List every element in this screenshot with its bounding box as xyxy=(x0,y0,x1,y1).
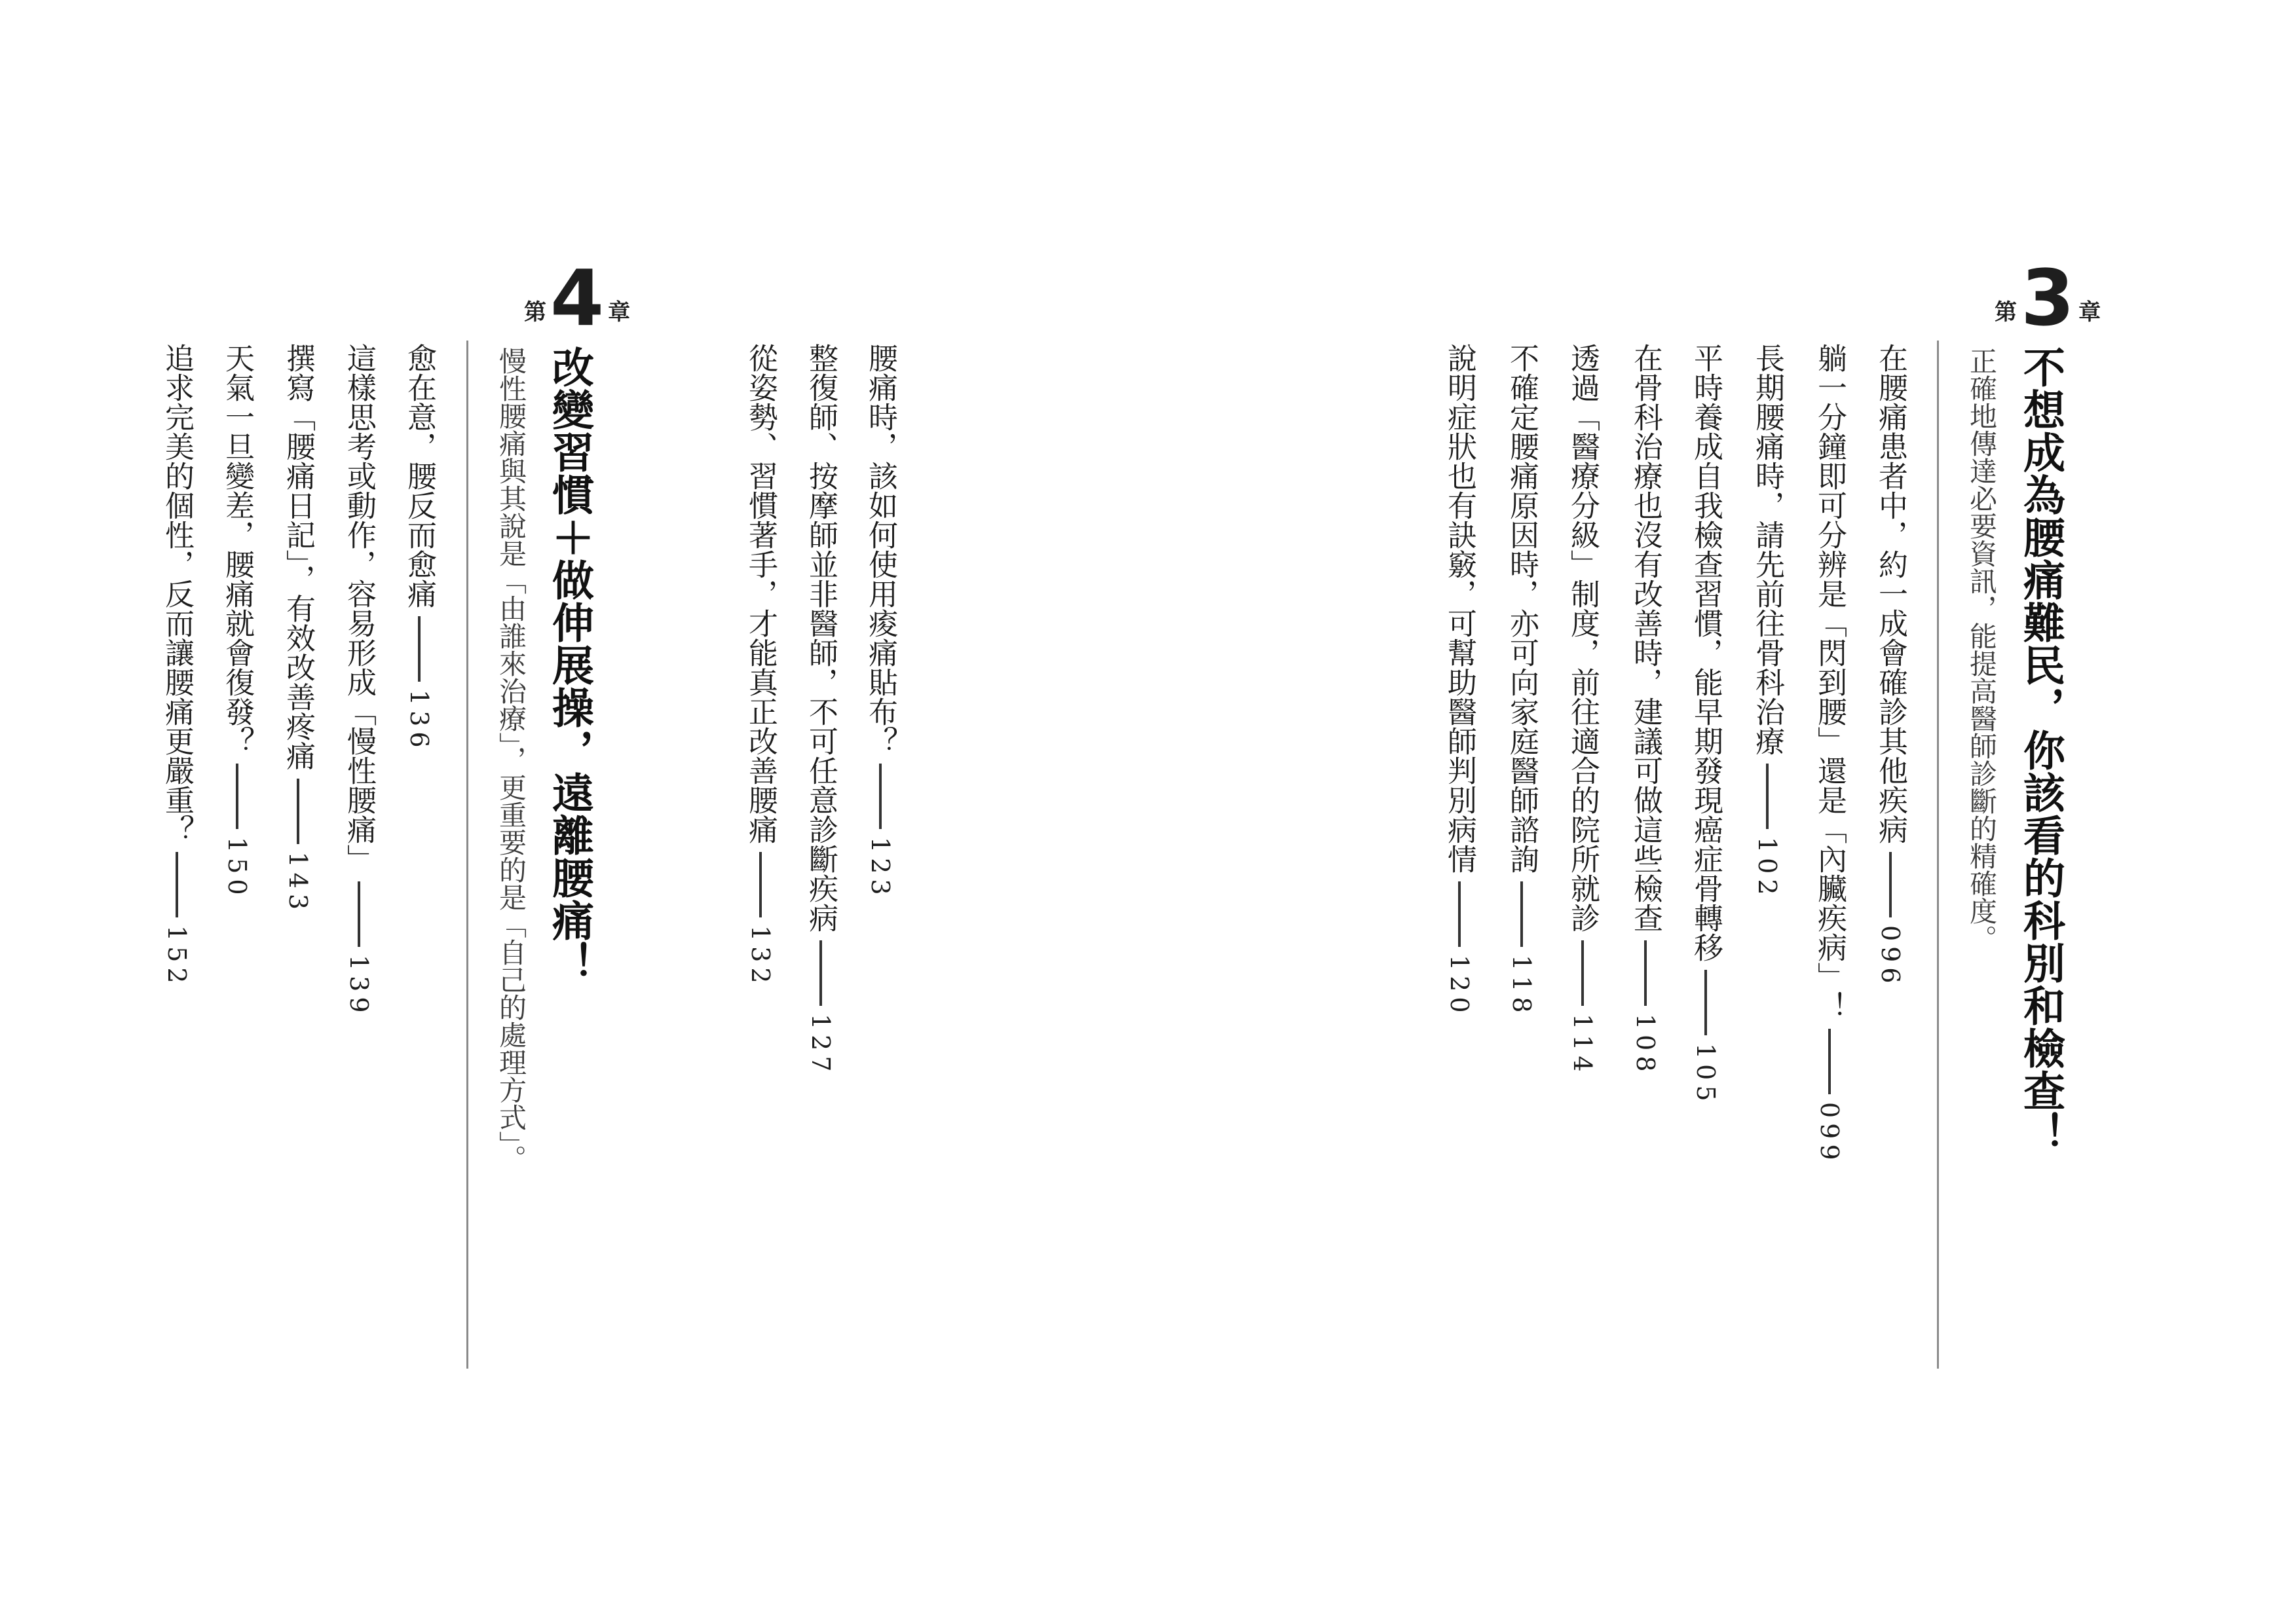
toc-leader xyxy=(176,852,178,917)
toc-page-number: 120 xyxy=(1445,955,1474,1018)
toc-entry[interactable] xyxy=(219,343,255,900)
chapter-4-title: 改變習慣＋做伸展操，遠離腰痛！ xyxy=(545,346,593,984)
chapter-prefix: 第 xyxy=(524,299,546,325)
toc-page-number: 096 xyxy=(1876,925,1905,989)
toc-page-number: 123 xyxy=(866,837,895,900)
toc-entry-text: 長期腰痛時，請先前往骨科治療 xyxy=(1750,343,1785,756)
chapter-3-heading xyxy=(1995,253,2101,344)
toc-entry[interactable] xyxy=(1441,343,1478,1018)
toc-leader xyxy=(1581,940,1584,1006)
chapter-prefix: 第 xyxy=(1995,299,2017,325)
toc-entry[interactable] xyxy=(280,343,316,915)
chapter-4-heading xyxy=(524,253,631,344)
right-page-chapter-3 xyxy=(1145,0,2290,1624)
toc-page-number: 150 xyxy=(223,837,252,900)
toc-leader xyxy=(418,616,421,682)
toc-entry[interactable] xyxy=(1811,343,1848,1166)
chapter-3-subtitle: 正確地傳達必要資訊，能提高醫師診斷的精確度。 xyxy=(1966,347,1998,952)
toc-page-number: 127 xyxy=(806,1014,835,1077)
toc-page-number: 118 xyxy=(1507,955,1536,1018)
toc-page-number: 102 xyxy=(1753,837,1782,900)
toc-page-number: 099 xyxy=(1815,1102,1844,1166)
toc-entry-text: 說明症狀也有訣竅，可幫助醫師判別病情 xyxy=(1442,343,1477,874)
toc-entry-text: 腰痛時，該如何使用痠痛貼布？ xyxy=(863,343,898,756)
toc-leader xyxy=(1766,764,1769,829)
chapter-3-title: 不想成為腰痛難民，你該看的科別和檢查！ xyxy=(2016,346,2065,1154)
toc-entry[interactable] xyxy=(1627,343,1664,1077)
toc-leader xyxy=(759,852,762,917)
toc-leader xyxy=(358,881,360,947)
toc-entry-text: 不確定腰痛原因時，亦可向家庭醫師諮詢 xyxy=(1505,343,1539,874)
chapter-suffix: 章 xyxy=(2078,299,2101,325)
toc-entry-text: 平時養成自我檢查習慣，能早期發現癌症骨轉移 xyxy=(1689,343,1723,962)
toc-leader xyxy=(1828,1029,1831,1094)
toc-entry-text: 透過「醫療分級」制度，前往適合的院所就診 xyxy=(1566,343,1600,932)
toc-entry[interactable] xyxy=(1503,343,1540,1018)
chapter-suffix: 章 xyxy=(608,299,631,325)
toc-leader xyxy=(1704,970,1707,1035)
toc-page-number: 105 xyxy=(1691,1043,1720,1107)
chapter-3-divider xyxy=(1937,341,1939,1369)
toc-entry-text: 這樣思考或動作，容易形成「慢性腰痛」 xyxy=(342,343,377,874)
toc-entry-text: 追求完美的個性，反而讓腰痛更嚴重？ xyxy=(160,343,195,844)
chapter-4-divider xyxy=(466,341,468,1369)
toc-entry[interactable] xyxy=(159,343,195,989)
toc-page-number: 139 xyxy=(345,955,373,1018)
toc-leader xyxy=(1458,881,1461,947)
toc-entry-text: 愈在意，腰反而愈痛 xyxy=(402,343,437,608)
toc-page-number: 108 xyxy=(1631,1014,1660,1077)
toc-page-number: 114 xyxy=(1568,1014,1597,1077)
toc-entry[interactable] xyxy=(1564,343,1601,1077)
toc-entry-text: 天氣一旦變差，腰痛就會復發？ xyxy=(220,343,255,756)
toc-leader xyxy=(819,940,822,1006)
toc-entry[interactable] xyxy=(1749,343,1786,900)
toc-page-number: 143 xyxy=(284,851,312,915)
toc-leader xyxy=(1644,940,1647,1006)
toc-entry[interactable] xyxy=(401,343,438,753)
toc-leader xyxy=(879,764,882,829)
toc-entry-text: 躺一分鐘即可分辨是「閃到腰」還是「內臟疾病」！ xyxy=(1812,343,1847,1021)
toc-leader xyxy=(1520,881,1523,947)
toc-entry[interactable] xyxy=(1687,343,1724,1107)
toc-entry-text: 在腰痛患者中，約一成會確診其他疾病 xyxy=(1873,343,1908,844)
toc-leader xyxy=(297,779,299,844)
toc-leader xyxy=(1889,852,1892,917)
chapter-number: 3 xyxy=(2021,253,2075,344)
toc-entry[interactable] xyxy=(802,343,839,1077)
toc-page-number: 136 xyxy=(405,690,434,753)
chapter-number: 4 xyxy=(550,253,605,344)
toc-leader xyxy=(236,764,238,829)
toc-entry[interactable] xyxy=(862,343,899,900)
toc-entry[interactable] xyxy=(742,343,779,989)
toc-entry-text: 整復師、按摩師並非醫師，不可任意診斷疾病 xyxy=(804,343,838,932)
chapter-4-subtitle: 慢性腰痛與其說是「由誰來治療」，更重要的是「自己的處理方式」。 xyxy=(495,347,527,1172)
toc-entry-text: 撰寫「腰痛日記」，有效改善疼痛 xyxy=(281,343,316,771)
toc-entry[interactable] xyxy=(1872,343,1909,989)
toc-page-number: 132 xyxy=(746,925,775,989)
toc-entry-text: 從姿勢、習慣著手，才能真正改善腰痛 xyxy=(743,343,778,844)
toc-page-number: 152 xyxy=(162,925,191,989)
toc-entry-text: 在骨科治療也沒有改善時，建議可做這些檢查 xyxy=(1628,343,1663,932)
toc-entry[interactable] xyxy=(341,343,377,1018)
